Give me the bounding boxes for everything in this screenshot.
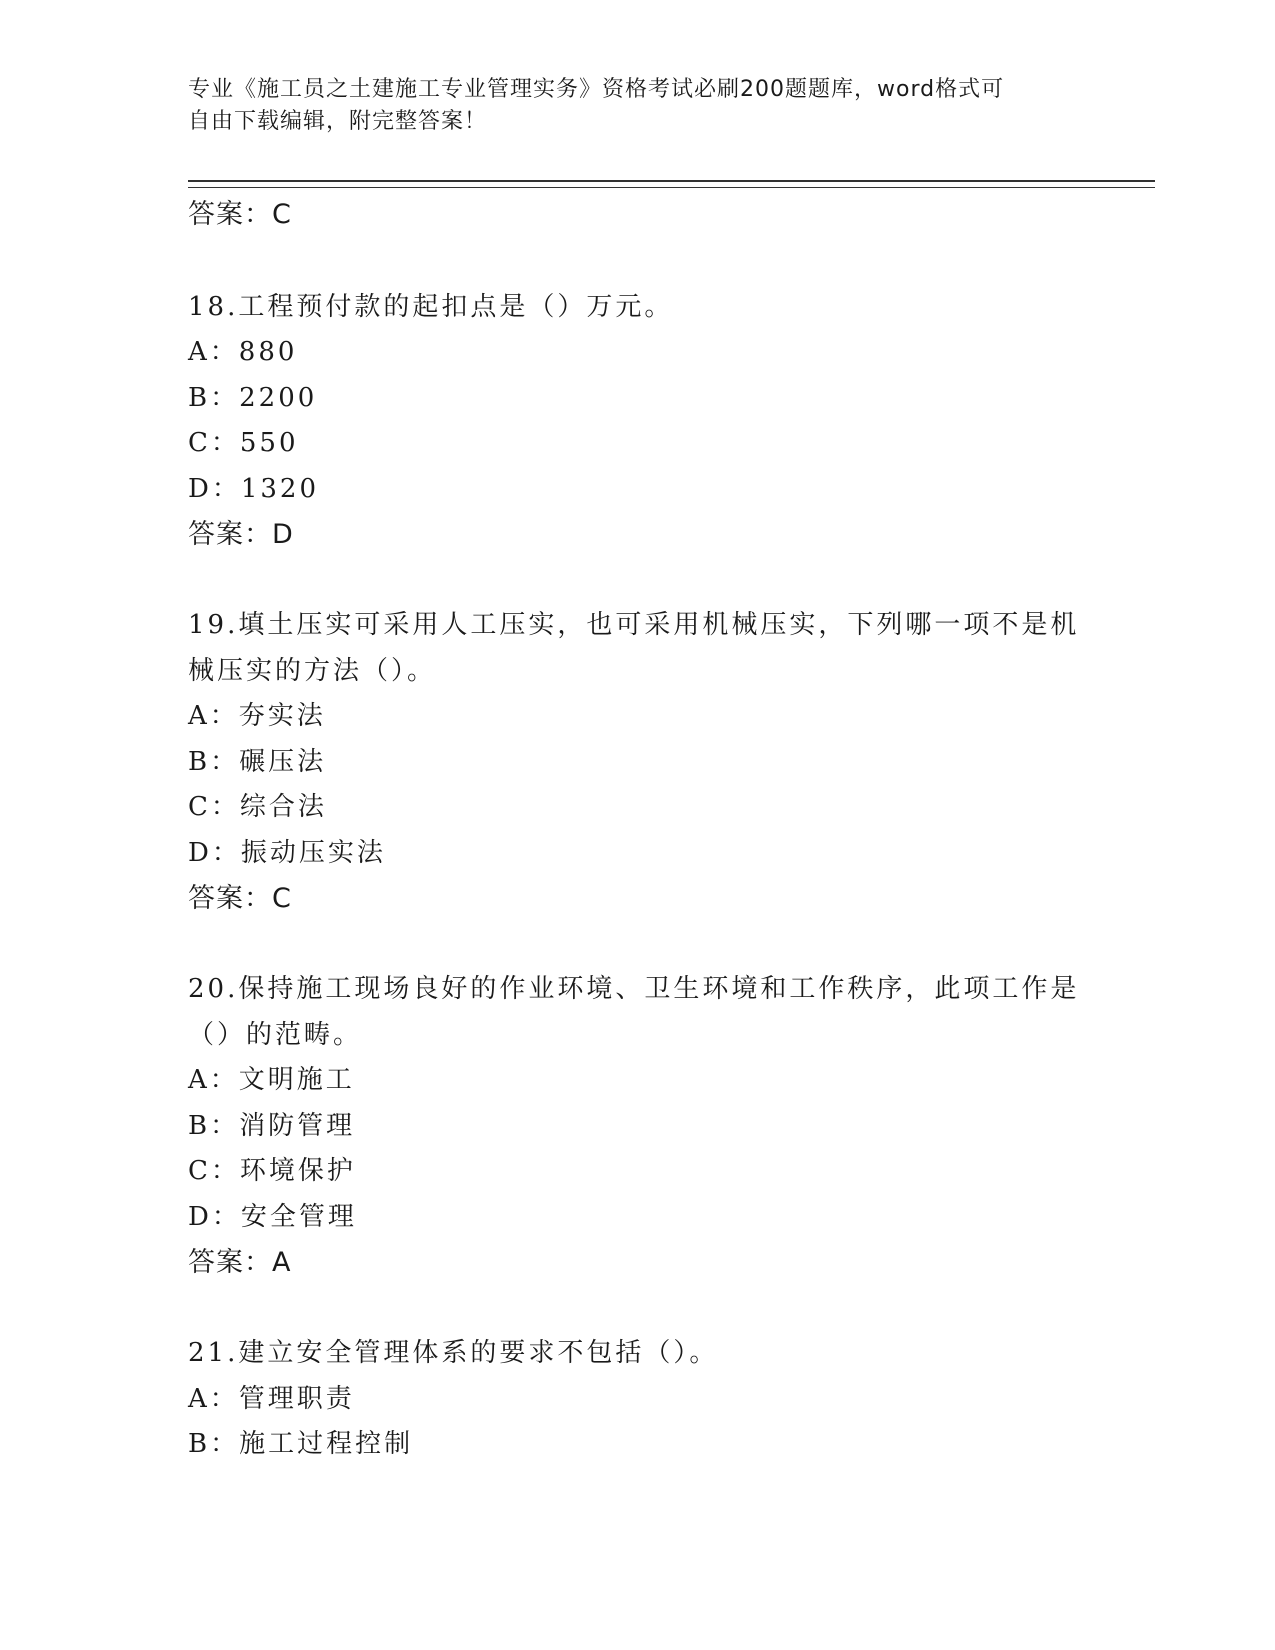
option-c: C：综合法 bbox=[188, 792, 327, 822]
question-block bbox=[188, 967, 1088, 1286]
question-list bbox=[188, 192, 1088, 1468]
option-c: C：550 bbox=[188, 428, 299, 458]
question-stem-continued: （）的范畴。 bbox=[188, 1019, 363, 1050]
spacer bbox=[188, 1286, 1088, 1332]
option-b: B：施工过程控制 bbox=[188, 1429, 414, 1459]
option-a: A：880 bbox=[188, 337, 298, 367]
option-d: D：安全管理 bbox=[188, 1201, 357, 1232]
question-block bbox=[188, 285, 1088, 558]
answer-line: 答案：C bbox=[188, 883, 292, 914]
question-stem-continued: 械压实的方法（）。 bbox=[188, 655, 437, 686]
question-stem: 19.填土压实可采用人工压实，也可采用机械压实，下列哪一项不是机 bbox=[188, 610, 1080, 640]
question-stem: 18.工程预付款的起扣点是（）万元。 bbox=[188, 291, 674, 322]
spacer bbox=[188, 558, 1088, 604]
question-block bbox=[188, 603, 1088, 922]
option-b: B：碾压法 bbox=[188, 746, 327, 777]
option-d: D：振动压实法 bbox=[188, 837, 386, 868]
option-a: A：管理职责 bbox=[188, 1383, 355, 1414]
question-stem: 20.保持施工现场良好的作业环境、卫生环境和工作秩序，此项工作是 bbox=[188, 974, 1080, 1004]
option-b: B：消防管理 bbox=[188, 1110, 356, 1141]
header-line-1: 专业《施工员之土建施工专业管理实务》资格考试必刷200题题库，word格式可 bbox=[188, 77, 1005, 102]
answer-line: 答案：D bbox=[188, 519, 294, 550]
answer-line: 答案：A bbox=[188, 1247, 292, 1278]
spacer bbox=[188, 238, 1088, 285]
answer-line: 答案：C bbox=[188, 199, 292, 230]
spacer bbox=[188, 922, 1088, 968]
question-stem: 21.建立安全管理体系的要求不包括（）。 bbox=[188, 1338, 719, 1368]
option-c: C：环境保护 bbox=[188, 1156, 356, 1186]
option-d: D：1320 bbox=[188, 473, 320, 504]
option-b: B：2200 bbox=[188, 382, 318, 413]
header-line-2: 自由下载编辑，附完整答案！ bbox=[188, 109, 488, 134]
option-a: A：夯实法 bbox=[188, 701, 326, 731]
page-header bbox=[188, 74, 1068, 138]
option-a: A：文明施工 bbox=[188, 1065, 355, 1095]
header-divider bbox=[188, 180, 1155, 188]
question-block bbox=[188, 1331, 1088, 1468]
